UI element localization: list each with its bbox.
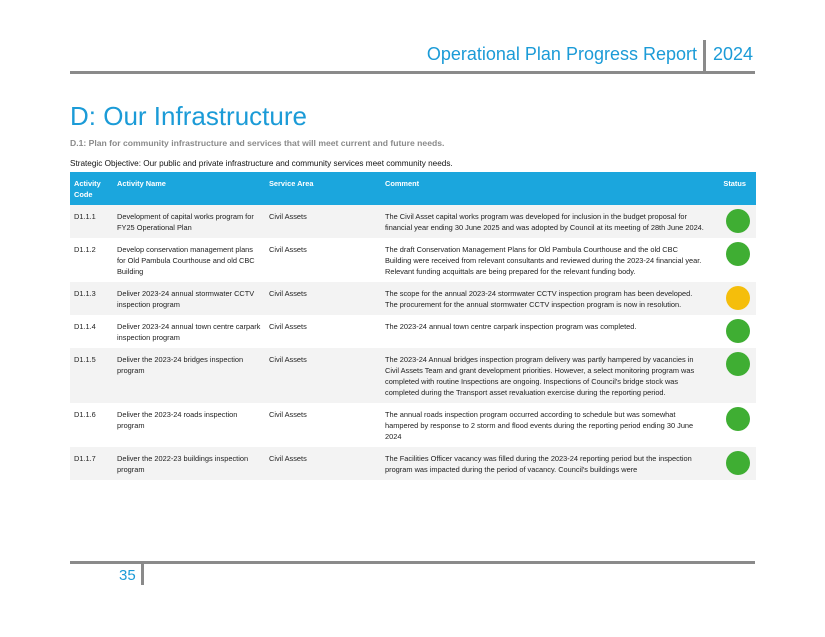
report-title: Operational Plan Progress Report: [426, 44, 697, 64]
service-area: Civil Assets: [265, 315, 381, 348]
activity-comment: The draft Conservation Management Plans for Old Pambula Courthouse and the old CBC Building were received from relevant consultants and reviewed during the 2023-24 financial year. Relevant funding acquittals are being prepared for the relevant funding body.: [381, 238, 710, 282]
status-cell: [710, 205, 756, 238]
status-indicator-icon: [726, 451, 750, 475]
activity-code: D1.1.5: [70, 348, 113, 403]
table-header-row: [70, 172, 756, 205]
table-row: [70, 205, 756, 238]
header-service-area: Service Area: [265, 172, 381, 205]
activity-name: Deliver the 2023-24 bridges inspection program: [113, 348, 265, 403]
activity-comment: The Civil Asset capital works program was developed for inclusion in the budget proposal for financial year ending 30 June 2025 and was adopted by Council at its meeting of 28th June 2024.: [381, 205, 710, 238]
activity-comment: The 2023-24 Annual bridges inspection program delivery was partly hampered by vacancies in Civil Assets Team and grant development priorities. However, a select monitoring program was completed with routine Inspections are ongoing. Inspections of Council's bridge stock was completed during the Transport asset revaluation exercise during the reporting period.: [381, 348, 710, 403]
status-cell: [710, 447, 756, 480]
activity-name: Deliver 2023-24 annual stormwater CCTV inspection program: [113, 282, 265, 315]
service-area: Civil Assets: [265, 282, 381, 315]
service-area: Civil Assets: [265, 205, 381, 238]
status-indicator-icon: [726, 242, 750, 266]
status-cell: [710, 315, 756, 348]
activity-comment: The 2023-24 annual town centre carpark inspection program was completed.: [381, 315, 710, 348]
activity-comment: The Facilities Officer vacancy was filled during the 2023-24 reporting period but the inspection program was impacted during the period of vacancy. Council's buildings were: [381, 447, 710, 480]
table-row: [70, 238, 756, 282]
status-cell: [710, 282, 756, 315]
service-area: Civil Assets: [265, 238, 381, 282]
header-rule: [70, 71, 755, 74]
activity-comment: The annual roads inspection program occurred according to schedule but was somewhat hampered by response to 2 storm and flood events during the reporting period ending 30 June 2024: [381, 403, 710, 447]
status-indicator-icon: [726, 407, 750, 431]
section-subtitle: D.1: Plan for community infrastructure and services that will meet current and future needs.: [70, 138, 445, 148]
status-cell: [710, 348, 756, 403]
status-cell: [710, 238, 756, 282]
service-area: Civil Assets: [265, 403, 381, 447]
header-separator: [703, 40, 706, 72]
status-cell: [710, 403, 756, 447]
table-row: [70, 348, 756, 403]
table-row: [70, 447, 756, 480]
service-area: Civil Assets: [265, 348, 381, 403]
strategic-objective: Strategic Objective: Our public and private infrastructure and community services meet community needs.: [70, 159, 453, 168]
footer-separator: [141, 561, 144, 585]
activity-code: D1.1.7: [70, 447, 113, 480]
header-activity-name: Activity Name: [113, 172, 265, 205]
activity-name: Develop conservation management plans for Old Pambula Courthouse and old CBC Building: [113, 238, 265, 282]
status-indicator-icon: [726, 352, 750, 376]
footer-rule: [70, 561, 755, 564]
status-indicator-icon: [726, 209, 750, 233]
header-status: Status: [710, 172, 756, 205]
activity-code: D1.1.2: [70, 238, 113, 282]
table-row: [70, 403, 756, 447]
activity-name: Deliver 2023-24 annual town centre carpark inspection program: [113, 315, 265, 348]
table-row: [70, 315, 756, 348]
activity-name: Development of capital works program for FY25 Operational Plan: [113, 205, 265, 238]
activity-code: D1.1.6: [70, 403, 113, 447]
report-year: 2024: [713, 44, 754, 64]
header-comment: Comment: [381, 172, 710, 205]
activity-code: D1.1.4: [70, 315, 113, 348]
activity-name: Deliver the 2023-24 roads inspection program: [113, 403, 265, 447]
status-indicator-icon: [726, 286, 750, 310]
activity-name: Deliver the 2022-23 buildings inspection program: [113, 447, 265, 480]
status-indicator-icon: [726, 319, 750, 343]
activity-comment: The scope for the annual 2023-24 stormwater CCTV inspection program has been developed. The procurement for the annual stormwater CCTV inspection program is now in resolution.: [381, 282, 710, 315]
service-area: Civil Assets: [265, 447, 381, 480]
table-row: [70, 282, 756, 315]
section-title: D: Our Infrastructure: [70, 101, 307, 131]
activity-table: [70, 172, 756, 480]
activity-code: D1.1.3: [70, 282, 113, 315]
header-activity-code: Activity Code: [70, 172, 113, 205]
activity-code: D1.1.1: [70, 205, 113, 238]
page-number: 35: [119, 567, 136, 584]
